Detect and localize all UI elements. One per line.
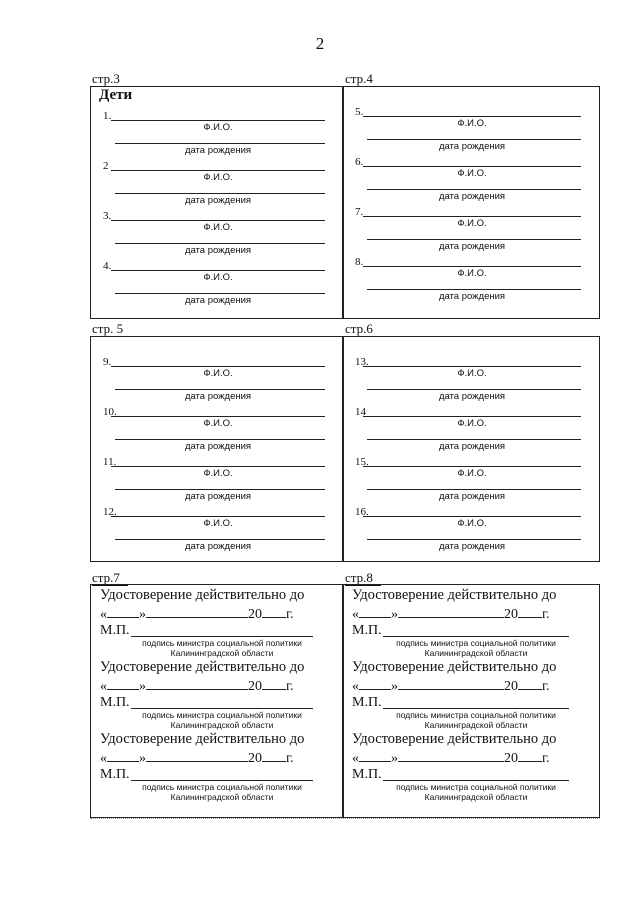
fio-caption: Ф.И.О.	[203, 122, 233, 133]
validity-block	[91, 659, 343, 731]
page-label-5: стр. 5	[92, 322, 131, 337]
child-entry	[91, 205, 343, 255]
bottom-dotted-line	[90, 818, 600, 819]
validity-block	[91, 587, 343, 659]
birth-date-caption: дата рождения	[438, 291, 506, 302]
validity-title: Удостоверение действительно до	[352, 587, 557, 603]
fio-line[interactable]	[363, 216, 581, 217]
signature-line[interactable]	[131, 636, 313, 637]
quote-open: «	[100, 679, 107, 694]
fio-line[interactable]	[111, 170, 325, 171]
fio-line[interactable]	[363, 116, 581, 117]
birth-date-line[interactable]	[367, 489, 581, 490]
child-entry	[91, 255, 343, 305]
child-number: 4.	[103, 260, 112, 272]
child-number: 5.	[355, 106, 364, 118]
signature-caption-line2: Калининградской области	[170, 792, 274, 802]
fio-caption: Ф.И.О.	[457, 268, 487, 279]
signature-caption-line1: подпись министра социальной политики	[396, 782, 556, 792]
page-label-8: стр.8	[345, 571, 381, 586]
signature-line[interactable]	[383, 636, 569, 637]
signature-caption-line2: Калининградской области	[170, 648, 274, 658]
fio-line[interactable]	[363, 466, 581, 467]
child-number: 10.	[103, 406, 117, 418]
year-blank[interactable]	[518, 677, 542, 690]
quote-close: »	[139, 751, 146, 766]
fio-line[interactable]	[111, 220, 325, 221]
birth-date-line[interactable]	[367, 189, 581, 190]
birth-date-caption: дата рождения	[438, 541, 506, 552]
child-number: 6.	[355, 156, 364, 168]
year-blank[interactable]	[262, 749, 286, 762]
fio-line[interactable]	[111, 366, 325, 367]
month-blank[interactable]	[146, 605, 248, 618]
fio-caption: Ф.И.О.	[203, 468, 233, 479]
birth-date-caption: дата рождения	[438, 491, 506, 502]
validity-title: Удостоверение действительно до	[352, 659, 557, 675]
page-label-6: стр.6	[345, 322, 381, 337]
fio-line[interactable]	[363, 416, 581, 417]
birth-date-line[interactable]	[367, 239, 581, 240]
signature-caption-line2: Калининградской области	[170, 720, 274, 730]
fio-caption: Ф.И.О.	[457, 168, 487, 179]
day-blank[interactable]	[107, 605, 139, 618]
month-blank[interactable]	[398, 677, 504, 690]
validity-date[interactable]	[352, 677, 550, 695]
child-entry	[91, 155, 343, 205]
child-number: 8.	[355, 256, 364, 268]
quote-open: «	[352, 751, 359, 766]
signature-caption	[383, 710, 569, 730]
child-entry	[343, 101, 599, 151]
fio-line[interactable]	[363, 266, 581, 267]
child-entry	[343, 251, 599, 301]
birth-date-caption: дата рождения	[438, 191, 506, 202]
year-blank[interactable]	[518, 605, 542, 618]
fio-caption: Ф.И.О.	[457, 468, 487, 479]
month-blank[interactable]	[146, 677, 248, 690]
quote-open: «	[352, 679, 359, 694]
child-number: 11.	[103, 456, 117, 468]
validity-block	[343, 731, 599, 803]
fio-caption: Ф.И.О.	[457, 518, 487, 529]
birth-date-caption: дата рождения	[184, 145, 252, 156]
child-entry	[343, 351, 599, 401]
birth-date-line[interactable]	[115, 143, 325, 144]
signature-caption-line1: подпись министра социальной политики	[142, 710, 302, 720]
birth-date-line[interactable]	[367, 389, 581, 390]
day-blank[interactable]	[359, 749, 391, 762]
quote-open: «	[100, 607, 107, 622]
fio-caption: Ф.И.О.	[203, 368, 233, 379]
month-blank[interactable]	[398, 749, 504, 762]
child-entry	[343, 151, 599, 201]
fio-caption: Ф.И.О.	[457, 218, 487, 229]
quote-open: «	[352, 607, 359, 622]
child-number: 12.	[103, 506, 117, 518]
year-blank[interactable]	[262, 677, 286, 690]
fio-line[interactable]	[363, 166, 581, 167]
signature-caption-line2: Калининградской области	[424, 792, 528, 802]
birth-date-caption: дата рождения	[184, 391, 252, 402]
signature-line[interactable]	[131, 708, 313, 709]
birth-date-line[interactable]	[367, 539, 581, 540]
validity-block	[91, 731, 343, 803]
signature-caption	[131, 638, 313, 658]
birth-date-line[interactable]	[115, 293, 325, 294]
fio-line[interactable]	[111, 270, 325, 271]
birth-date-caption: дата рождения	[438, 391, 506, 402]
signature-caption-line1: подпись министра социальной политики	[142, 782, 302, 792]
page-label-7: стр.7	[92, 571, 128, 586]
year-suffix: г.	[542, 607, 550, 622]
birth-date-caption: дата рождения	[184, 195, 252, 206]
birth-date-caption: дата рождения	[184, 295, 252, 306]
child-entry	[91, 401, 343, 451]
validity-date[interactable]	[100, 605, 294, 623]
year-prefix: 20	[248, 679, 262, 694]
child-entry	[91, 351, 343, 401]
quote-close: »	[139, 679, 146, 694]
signature-caption-line2: Калининградской области	[424, 720, 528, 730]
children-title: Дети	[99, 87, 133, 103]
signature-caption-line2: Калининградской области	[424, 648, 528, 658]
stamp-place: М.П.	[352, 767, 382, 782]
signature-caption-line1: подпись министра социальной политики	[396, 638, 556, 648]
stamp-place: М.П.	[352, 623, 382, 638]
page-label-4: стр.4	[345, 72, 381, 87]
year-suffix: г.	[286, 751, 294, 766]
page-label-3: стр.3	[92, 72, 128, 87]
stamp-place: М.П.	[100, 623, 130, 638]
child-entry	[343, 501, 599, 551]
panel-page-6	[342, 336, 600, 562]
fio-line[interactable]	[111, 516, 325, 517]
day-blank[interactable]	[359, 677, 391, 690]
fio-caption: Ф.И.О.	[203, 172, 233, 183]
year-prefix: 20	[504, 607, 518, 622]
child-number: 1.	[103, 110, 112, 122]
child-entry	[91, 501, 343, 551]
fio-line[interactable]	[111, 120, 325, 121]
child-entry	[343, 451, 599, 501]
year-suffix: г.	[542, 751, 550, 766]
validity-date[interactable]	[100, 677, 294, 695]
panel-page-4	[342, 86, 600, 319]
quote-open: «	[100, 751, 107, 766]
year-prefix: 20	[504, 751, 518, 766]
quote-close: »	[139, 607, 146, 622]
year-blank[interactable]	[518, 749, 542, 762]
birth-date-line[interactable]	[115, 489, 325, 490]
validity-title: Удостоверение действительно до	[100, 659, 305, 675]
child-number: 9.	[103, 356, 112, 368]
birth-date-line[interactable]	[367, 439, 581, 440]
child-entry	[91, 105, 343, 155]
birth-date-caption: дата рождения	[438, 441, 506, 452]
child-number: 7.	[355, 206, 364, 218]
day-blank[interactable]	[359, 605, 391, 618]
year-prefix: 20	[248, 751, 262, 766]
birth-date-caption: дата рождения	[184, 541, 252, 552]
child-entry	[343, 401, 599, 451]
month-blank[interactable]	[398, 605, 504, 618]
signature-caption	[131, 710, 313, 730]
fio-caption: Ф.И.О.	[457, 368, 487, 379]
year-prefix: 20	[504, 679, 518, 694]
signature-line[interactable]	[383, 708, 569, 709]
validity-title: Удостоверение действительно до	[352, 731, 557, 747]
validity-title: Удостоверение действительно до	[100, 587, 305, 603]
validity-title: Удостоверение действительно до	[100, 731, 305, 747]
child-entry	[343, 201, 599, 251]
birth-date-caption: дата рождения	[184, 441, 252, 452]
fio-caption: Ф.И.О.	[203, 272, 233, 283]
validity-date[interactable]	[352, 749, 550, 767]
fio-line[interactable]	[111, 466, 325, 467]
fio-caption: Ф.И.О.	[203, 418, 233, 429]
signature-caption	[383, 638, 569, 658]
stamp-place: М.П.	[100, 767, 130, 782]
stamp-place: М.П.	[100, 695, 130, 710]
panel-page-8	[342, 584, 600, 818]
fio-caption: Ф.И.О.	[457, 118, 487, 129]
fio-line[interactable]	[111, 416, 325, 417]
signature-caption	[131, 782, 313, 802]
signature-line[interactable]	[383, 780, 569, 781]
fio-line[interactable]	[363, 366, 581, 367]
birth-date-caption: дата рождения	[438, 241, 506, 252]
birth-date-caption: дата рождения	[184, 491, 252, 502]
fio-line[interactable]	[363, 516, 581, 517]
panel-page-3	[90, 86, 344, 319]
year-blank[interactable]	[262, 605, 286, 618]
child-number: 14	[355, 406, 366, 418]
month-blank[interactable]	[146, 749, 248, 762]
year-prefix: 20	[248, 607, 262, 622]
day-blank[interactable]	[107, 749, 139, 762]
validity-block	[343, 659, 599, 731]
year-suffix: г.	[286, 679, 294, 694]
birth-date-line[interactable]	[367, 289, 581, 290]
stamp-place: М.П.	[352, 695, 382, 710]
quote-close: »	[391, 679, 398, 694]
child-number: 2	[103, 160, 109, 172]
page-number: 2	[315, 34, 325, 53]
birth-date-line[interactable]	[115, 193, 325, 194]
signature-caption-line1: подпись министра социальной политики	[142, 638, 302, 648]
validity-block	[343, 587, 599, 659]
signature-caption	[383, 782, 569, 802]
birth-date-caption: дата рождения	[184, 245, 252, 256]
child-entry	[91, 451, 343, 501]
signature-caption-line1: подпись министра социальной политики	[396, 710, 556, 720]
fio-caption: Ф.И.О.	[203, 222, 233, 233]
child-number: 15.	[355, 456, 369, 468]
child-number: 3.	[103, 210, 112, 222]
year-suffix: г.	[286, 607, 294, 622]
birth-date-line[interactable]	[115, 539, 325, 540]
child-number: 13.	[355, 356, 369, 368]
fio-caption: Ф.И.О.	[457, 418, 487, 429]
quote-close: »	[391, 607, 398, 622]
birth-date-line[interactable]	[367, 139, 581, 140]
birth-date-line[interactable]	[115, 243, 325, 244]
validity-date[interactable]	[352, 605, 550, 623]
child-number: 16.	[355, 506, 369, 518]
validity-date[interactable]	[100, 749, 294, 767]
panel-page-7	[90, 584, 344, 818]
fio-caption: Ф.И.О.	[203, 518, 233, 529]
birth-date-line[interactable]	[115, 439, 325, 440]
birth-date-line[interactable]	[115, 389, 325, 390]
year-suffix: г.	[542, 679, 550, 694]
day-blank[interactable]	[107, 677, 139, 690]
signature-line[interactable]	[131, 780, 313, 781]
birth-date-caption: дата рождения	[438, 141, 506, 152]
quote-close: »	[391, 751, 398, 766]
panel-page-5	[90, 336, 344, 562]
